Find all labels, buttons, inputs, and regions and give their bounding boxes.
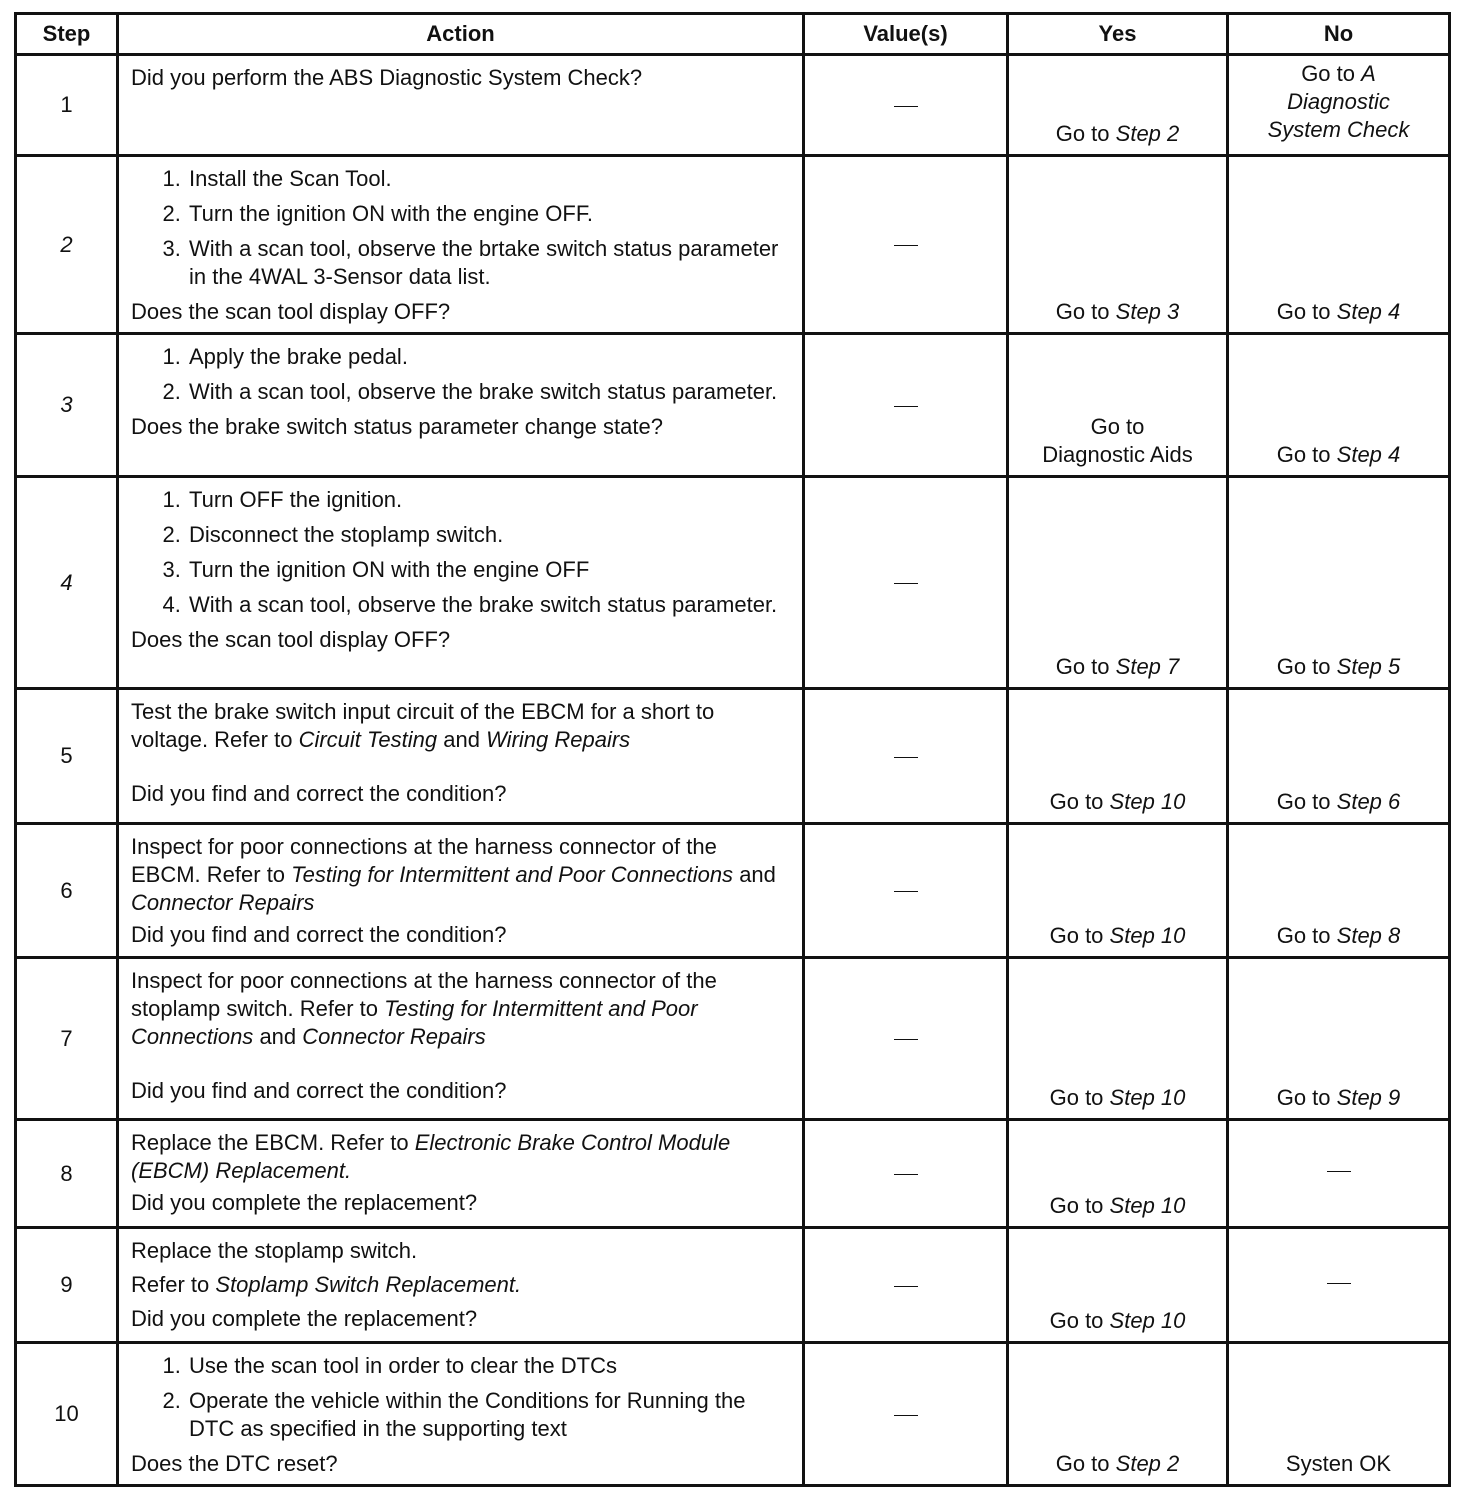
step-number: 7 <box>16 958 118 1120</box>
action-item: 2. Operate the vehicle within the Conditions for Running the DTC as specified in the supporting text <box>187 1387 792 1443</box>
action-item: 3. With a scan tool, observe the brtake switch status parameter in the 4WAL 3-Sensor data list. <box>187 235 792 291</box>
step-number: 9 <box>16 1228 118 1343</box>
value-cell <box>804 334 1008 477</box>
value-cell <box>804 824 1008 958</box>
action-cell <box>118 1120 804 1228</box>
no-cell: Go to Step 5 <box>1228 477 1450 689</box>
dash-mark <box>894 106 918 107</box>
question-text: Does the brake switch status parameter change state? <box>131 414 663 439</box>
yes-link[interactable]: Step 10 <box>1109 1085 1186 1110</box>
action-item: 4. With a scan tool, observe the brake switch status parameter. <box>187 591 792 619</box>
action-item: 2. Turn the ignition ON with the engine OFF. <box>187 200 792 228</box>
action-text: Inspect for poor connections at the harness connector of the EBCM. Refer to Testing for Intermittent and Poor Connections and Connector Repairs <box>131 834 776 915</box>
action-text: Refer to Stoplamp Switch Replacement. <box>131 1272 522 1297</box>
value-cell <box>804 156 1008 334</box>
table-row <box>16 1120 1450 1228</box>
table-row <box>16 477 1450 689</box>
no-cell <box>1228 1343 1450 1486</box>
no-link[interactable]: A Diagnostic System Check <box>1267 61 1410 142</box>
dash-mark <box>894 891 918 892</box>
action-item: 1. Turn OFF the ignition. <box>187 486 792 514</box>
question-text: Did you perform the ABS Diagnostic System Check? <box>131 65 643 90</box>
action-cell <box>118 1343 804 1486</box>
action-cell <box>118 334 804 477</box>
question-text: Did you find and correct the condition? <box>131 922 507 947</box>
step-number: 8 <box>16 1120 118 1228</box>
value-cell <box>804 477 1008 689</box>
table-row <box>16 958 1450 1120</box>
action-cell <box>118 958 804 1120</box>
action-cell <box>118 55 804 156</box>
step-number: 3 <box>16 334 118 477</box>
ref-link[interactable]: Connector Repairs <box>131 890 315 915</box>
header-no: No <box>1228 14 1450 55</box>
action-cell <box>118 824 804 958</box>
no-link[interactable]: Step 6 <box>1336 789 1401 814</box>
action-cell <box>118 477 804 689</box>
action-text: Replace the stoplamp switch. <box>131 1238 418 1263</box>
question-text: Does the scan tool display OFF? <box>131 627 451 652</box>
no-cell: Go to Step 6 <box>1228 689 1450 824</box>
no-cell: Go to Step 4 <box>1228 156 1450 334</box>
no-cell: Go to A Diagnostic System Check <box>1228 55 1450 156</box>
table-row <box>16 334 1450 477</box>
yes-cell: Go to Step 7 <box>1008 477 1228 689</box>
ref-link[interactable]: Connector Repairs <box>302 1024 486 1049</box>
yes-cell: Go to Step 10 <box>1008 1120 1228 1228</box>
yes-link[interactable]: Step 10 <box>1109 1193 1186 1218</box>
action-item: 2. Disconnect the stoplamp switch. <box>187 521 792 549</box>
question-text: Did you complete the replacement? <box>131 1190 478 1215</box>
no-cell <box>1228 1228 1450 1343</box>
value-cell <box>804 1228 1008 1343</box>
ref-link[interactable]: Testing for Intermittent and Poor Connections <box>291 862 734 887</box>
value-cell <box>804 1120 1008 1228</box>
yes-link[interactable]: Step 2 <box>1115 121 1180 146</box>
ref-link[interactable]: Circuit Testing <box>298 727 438 752</box>
yes-cell: Go to Diagnostic Aids <box>1008 334 1228 477</box>
action-list <box>131 1352 792 1443</box>
table-row <box>16 1228 1450 1343</box>
yes-link[interactable]: Diagnostic Aids <box>1042 442 1193 467</box>
yes-link[interactable]: Step 7 <box>1115 654 1180 679</box>
yes-cell: Go to Step 2 <box>1008 1343 1228 1486</box>
yes-link[interactable]: Step 10 <box>1109 923 1186 948</box>
action-list <box>131 165 792 291</box>
dash-mark <box>894 245 918 246</box>
no-cell <box>1228 1120 1450 1228</box>
no-cell: Go to Step 9 <box>1228 958 1450 1120</box>
dash-mark <box>894 583 918 584</box>
dash-mark <box>894 1174 918 1175</box>
action-text: Inspect for poor connections at the harness connector of the stoplamp switch. Refer to Testing for Intermittent and Poor Connections and Connector Repairs <box>131 968 717 1049</box>
header-action: Action <box>118 14 804 55</box>
yes-cell: Go to Step 10 <box>1008 824 1228 958</box>
header-row <box>16 14 1450 55</box>
diagnostic-table <box>14 12 1451 1487</box>
header-step: Step <box>16 14 118 55</box>
yes-link[interactable]: Step 2 <box>1115 1451 1180 1476</box>
value-cell <box>804 55 1008 156</box>
no-link[interactable]: Step 9 <box>1336 1085 1401 1110</box>
ref-link[interactable]: Stoplamp Switch Replacement. <box>215 1272 522 1297</box>
table-row <box>16 824 1450 958</box>
step-number: 5 <box>16 689 118 824</box>
yes-cell: Go to Step 10 <box>1008 958 1228 1120</box>
dash-mark <box>1327 1283 1351 1284</box>
table-row <box>16 156 1450 334</box>
ref-link[interactable]: Wiring Repairs <box>486 727 631 752</box>
step-number: 1 <box>16 55 118 156</box>
question-text: Does the scan tool display OFF? <box>131 299 451 324</box>
action-item: 1. Apply the brake pedal. <box>187 343 792 371</box>
yes-cell: Go to Step 10 <box>1008 689 1228 824</box>
yes-link[interactable]: Step 10 <box>1109 789 1186 814</box>
dash-mark <box>894 757 918 758</box>
no-link[interactable]: Step 5 <box>1336 654 1401 679</box>
header-yes: Yes <box>1008 14 1228 55</box>
no-link[interactable]: Step 8 <box>1336 923 1401 948</box>
question-text: Does the DTC reset? <box>131 1451 338 1476</box>
action-list <box>131 486 792 619</box>
question-text: Did you find and correct the condition? <box>131 781 507 806</box>
action-cell <box>118 156 804 334</box>
action-cell <box>118 689 804 824</box>
action-item: 1. Use the scan tool in order to clear the DTCs <box>187 1352 792 1380</box>
value-cell <box>804 1343 1008 1486</box>
no-cell: Go to Step 4 <box>1228 334 1450 477</box>
dash-mark <box>1327 1171 1351 1172</box>
value-cell <box>804 689 1008 824</box>
step-number: 10 <box>16 1343 118 1486</box>
action-text: Test the brake switch input circuit of the EBCM for a short to voltage. Refer to Circuit Testing and Wiring Repairs <box>131 699 715 752</box>
value-cell <box>804 958 1008 1120</box>
yes-cell: Go to Step 10 <box>1008 1228 1228 1343</box>
action-list <box>131 343 792 406</box>
action-item: 2. With a scan tool, observe the brake switch status parameter. <box>187 378 792 406</box>
yes-link[interactable]: Step 10 <box>1109 1308 1186 1333</box>
ref-link[interactable]: Testing for Intermittent and Poor Connections <box>131 996 698 1049</box>
action-item: 1. Install the Scan Tool. <box>187 165 792 193</box>
step-number: 2 <box>16 156 118 334</box>
status-text: Systen OK <box>1285 1451 1392 1476</box>
action-item: 3. Turn the ignition ON with the engine OFF <box>187 556 792 584</box>
header-values: Value(s) <box>804 14 1008 55</box>
yes-link[interactable]: Step 3 <box>1115 299 1180 324</box>
yes-cell: Go to Step 2 <box>1008 55 1228 156</box>
no-cell: Go to Step 8 <box>1228 824 1450 958</box>
no-link[interactable]: Step 4 <box>1336 442 1401 467</box>
dash-mark <box>894 1039 918 1040</box>
step-number: 6 <box>16 824 118 958</box>
table-row <box>16 1343 1450 1486</box>
question-text: Did you complete the replacement? <box>131 1306 478 1331</box>
step-number: 4 <box>16 477 118 689</box>
dash-mark <box>894 1415 918 1416</box>
table-row <box>16 55 1450 156</box>
yes-cell: Go to Step 3 <box>1008 156 1228 334</box>
table-row <box>16 689 1450 824</box>
action-cell <box>118 1228 804 1343</box>
no-link[interactable]: Step 4 <box>1336 299 1401 324</box>
ref-link[interactable]: Electronic Brake Control Module (EBCM) Replacement. <box>131 1130 731 1183</box>
dash-mark <box>894 406 918 407</box>
action-text: Replace the EBCM. Refer to Electronic Brake Control Module (EBCM) Replacement. <box>131 1130 731 1183</box>
dash-mark <box>894 1286 918 1287</box>
question-text: Did you find and correct the condition? <box>131 1078 507 1103</box>
